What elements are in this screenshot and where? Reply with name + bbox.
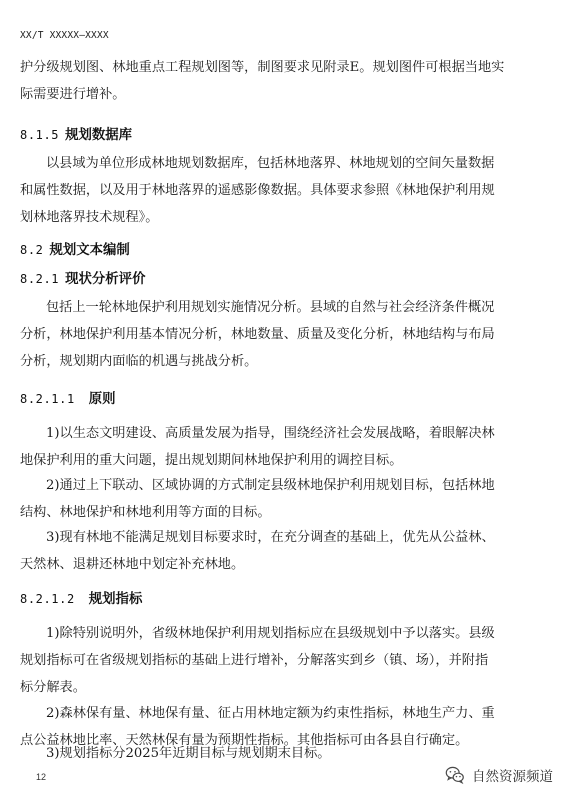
section-heading-8-2-1 <box>20 268 145 287</box>
section-heading-8-2-1-1 <box>20 388 116 407</box>
text-line: 点公益林地比率、天然林保有量为预期性指标。其他指标可由各县自行确定。 <box>20 733 469 748</box>
section-title: 规划数据库 <box>65 128 133 143</box>
section-heading-8-1-5 <box>20 124 132 143</box>
section-number: 8.2 <box>20 243 44 257</box>
text-line: 包括上一轮林地保护利用规划实施情况分析。县域的自然与社会经济条件概况 <box>46 300 495 315</box>
page-number: 12 <box>36 772 47 782</box>
wechat-icon <box>444 764 466 786</box>
paragraph-indicator-1 <box>20 620 540 701</box>
section-heading-8-2 <box>20 239 130 258</box>
text-line: 以县域为单位形成林地规划数据库，包括林地落界、林地规划的空间矢量数据 <box>46 156 495 171</box>
section-title: 原则 <box>88 392 116 407</box>
paragraph-database <box>20 150 540 231</box>
watermark-text: 自然资源频道 <box>472 769 553 785</box>
text-line: 1)除特别说明外，省级林地保护利用规划指标应在县级规划中予以落实。县级 <box>46 626 495 641</box>
paragraph-indicator-3 <box>20 740 540 767</box>
text-line: 地保护利用的重大问题，提出规划期间林地保护利用的调控目标。 <box>20 453 403 468</box>
section-heading-8-2-1-2 <box>20 588 142 607</box>
text-line: 3)规划指标分2025年近期目标与规划期末目标。 <box>46 746 331 761</box>
paragraph-principle-2 <box>20 472 540 526</box>
section-number: 8.2.1 <box>20 272 60 286</box>
text-line: 标分解表。 <box>20 680 86 695</box>
text-line: 2)通过上下联动、区域协调的方式制定县级林地保护利用规划目标，包括林地 <box>46 478 495 493</box>
section-title: 规划指标 <box>88 592 143 607</box>
paragraph-principle-1 <box>20 420 540 474</box>
text-line: 结构、林地保护和林地利用等方面的目标。 <box>20 505 271 520</box>
text-line: 护分级规划图、林地重点工程规划图等，制图要求见附录E。规划图件可根据当地实 <box>20 60 505 75</box>
text-line: 1)以生态文明建设、高质量发展为指导，围绕经济社会发展战略，着眼解决林 <box>46 426 495 441</box>
text-line: 际需要进行增补。 <box>20 87 126 102</box>
text-line: 分析，林地保护利用基本情况分析，林地数量、质量及变化分析，林地结构与布局 <box>20 327 495 342</box>
section-title: 现状分析评价 <box>65 272 146 287</box>
section-title: 规划文本编制 <box>49 243 130 258</box>
section-number: 8.2.1.1 <box>20 392 75 406</box>
text-line: 和属性数据，以及用于林地落界的遥感影像数据。具体要求参照《林地保护利用规 <box>20 183 495 198</box>
text-line: 3)现有林地不能满足规划目标要求时，在充分调查的基础上，优先从公益林、 <box>46 530 495 545</box>
text-line: 分析，规划期内面临的机遇与挑战分析。 <box>20 354 258 369</box>
doc-code-header: XX/T XXXXX—XXXX <box>20 30 109 41</box>
text-line: 2)森林保有量、林地保有量、征占用林地定额为约束性指标，林地生产力、重 <box>46 706 495 721</box>
text-line: 规划指标可在省级规划指标的基础上进行增补，分解落实到乡（镇、场），并附指 <box>20 653 489 668</box>
section-number: 8.2.1.2 <box>20 592 75 606</box>
paragraph-status-analysis <box>20 294 540 375</box>
channel-watermark <box>444 764 553 786</box>
paragraph-principle-3 <box>20 524 540 578</box>
text-line: 天然林、退耕还林地中划定补充林地。 <box>20 557 245 572</box>
text-line: 划林地落界技术规程》。 <box>20 210 159 225</box>
paragraph-drawing-requirements <box>20 54 540 108</box>
section-number: 8.1.5 <box>20 128 60 142</box>
